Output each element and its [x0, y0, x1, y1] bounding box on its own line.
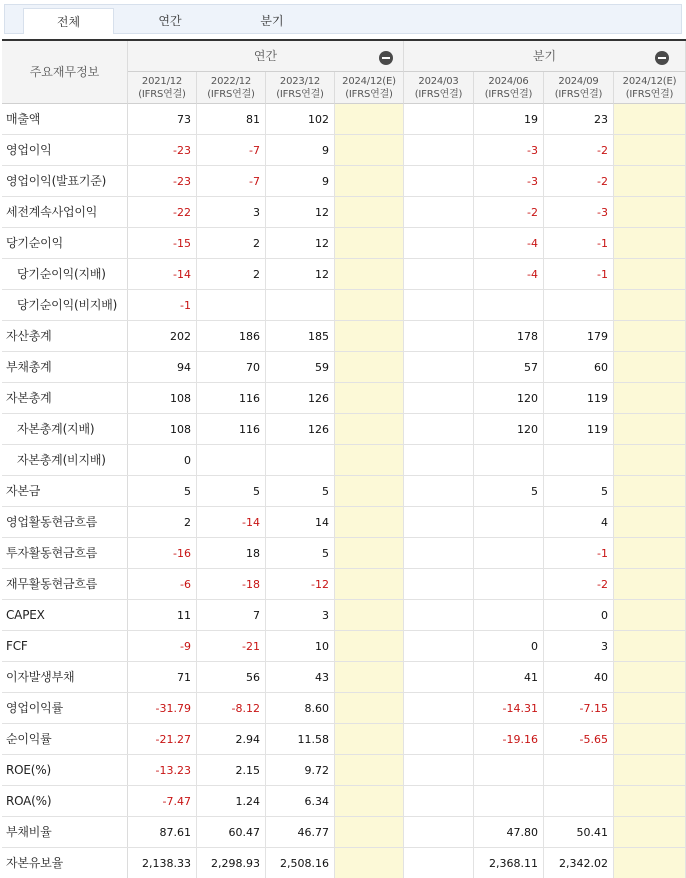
row-label: 세전계속사업이익 [2, 197, 128, 227]
table-row [2, 166, 686, 197]
table-cell [474, 290, 544, 320]
column-basis: (IFRS연결) [554, 89, 603, 100]
table-cell: -3 [544, 197, 614, 227]
table-cell [404, 135, 474, 165]
table-cell: 4 [544, 507, 614, 537]
table-cell: 3 [266, 600, 335, 630]
table-cell: -12 [266, 569, 335, 599]
column-header [404, 72, 474, 104]
table-cell [335, 104, 404, 134]
table-cell [614, 414, 686, 444]
table-cell: 1.24 [197, 786, 266, 816]
table-cell: -8.12 [197, 693, 266, 723]
table-cell [614, 104, 686, 134]
table-row [2, 848, 686, 878]
table-cell [335, 786, 404, 816]
table-cell [335, 445, 404, 475]
table-row [2, 228, 686, 259]
table-cell: 40 [544, 662, 614, 692]
table-cell: 116 [197, 414, 266, 444]
table-cell: 2,298.93 [197, 848, 266, 878]
table-cell [404, 352, 474, 382]
table-cell [614, 321, 686, 351]
column-basis: (IFRS연결) [484, 89, 533, 100]
table-cell [335, 321, 404, 351]
table-cell [404, 383, 474, 413]
table-cell: 2 [128, 507, 197, 537]
table-cell: -1 [544, 538, 614, 568]
table-row [2, 135, 686, 166]
column-basis: (IFRS연결) [138, 89, 186, 100]
column-header [128, 72, 197, 104]
table-cell [335, 724, 404, 754]
table-cell [614, 724, 686, 754]
row-label: 영업이익률 [2, 693, 128, 723]
table-cell [614, 228, 686, 258]
column-basis: (IFRS연결) [414, 89, 463, 100]
row-label: 순이익률 [2, 724, 128, 754]
table-cell [335, 352, 404, 382]
table-cell: -22 [128, 197, 197, 227]
table-cell: -3 [474, 135, 544, 165]
table-cell [335, 662, 404, 692]
table-cell [404, 414, 474, 444]
table-cell: -14.31 [474, 693, 544, 723]
table-cell [474, 507, 544, 537]
table-cell: 0 [544, 600, 614, 630]
table-cell [335, 197, 404, 227]
table-row [2, 352, 686, 383]
table-cell [335, 848, 404, 878]
column-period: 2023/12 [279, 76, 321, 87]
table-cell [614, 817, 686, 847]
row-label: 자본금 [2, 476, 128, 506]
table-cell [335, 569, 404, 599]
table-row [2, 414, 686, 445]
table-cell [614, 755, 686, 785]
table-row [2, 476, 686, 507]
table-cell [404, 445, 474, 475]
tab-bar [4, 4, 682, 34]
table-cell [335, 135, 404, 165]
table-row [2, 693, 686, 724]
column-basis: (IFRS연결) [207, 89, 255, 100]
table-cell: 119 [544, 383, 614, 413]
table-cell: -5.65 [544, 724, 614, 754]
table-cell: 12 [266, 197, 335, 227]
table-cell [614, 135, 686, 165]
table-cell: -1 [544, 259, 614, 289]
table-cell: 2,508.16 [266, 848, 335, 878]
table-cell: -7 [197, 166, 266, 196]
quarter-group-header [404, 41, 686, 72]
table-cell: 2 [197, 259, 266, 289]
row-label: ROE(%) [2, 755, 128, 785]
table-cell: 5 [197, 476, 266, 506]
table-cell: 3 [544, 631, 614, 661]
table-cell: -7 [197, 135, 266, 165]
table-cell: -31.79 [128, 693, 197, 723]
table-cell [614, 538, 686, 568]
table-row [2, 631, 686, 662]
table-cell: -2 [544, 569, 614, 599]
row-label: 자본총계(비지배) [2, 445, 128, 475]
table-cell: -13.23 [128, 755, 197, 785]
column-header [335, 72, 404, 104]
table-cell: 56 [197, 662, 266, 692]
table-cell: 9 [266, 166, 335, 196]
row-label: 당기순이익 [2, 228, 128, 258]
table-row [2, 817, 686, 848]
table-cell: 6.34 [266, 786, 335, 816]
table-cell: 18 [197, 538, 266, 568]
table-cell: 50.41 [544, 817, 614, 847]
table-cell [335, 290, 404, 320]
table-cell [404, 476, 474, 506]
table-cell: -7.15 [544, 693, 614, 723]
table-cell: -18 [197, 569, 266, 599]
table-cell: 2.94 [197, 724, 266, 754]
row-label: 재무활동현금흐름 [2, 569, 128, 599]
table-cell: 46.77 [266, 817, 335, 847]
table-cell [614, 476, 686, 506]
table-cell [474, 786, 544, 816]
table-cell [335, 383, 404, 413]
table-cell [404, 755, 474, 785]
row-label: FCF [2, 631, 128, 661]
table-cell [404, 538, 474, 568]
table-cell: -2 [544, 166, 614, 196]
table-cell: 47.80 [474, 817, 544, 847]
column-basis: (IFRS연결) [276, 89, 324, 100]
table-cell: 5 [128, 476, 197, 506]
table-cell: -21 [197, 631, 266, 661]
table-cell: 126 [266, 414, 335, 444]
table-cell [404, 569, 474, 599]
table-cell: 5 [266, 476, 335, 506]
table-cell: 0 [474, 631, 544, 661]
table-cell [614, 290, 686, 320]
table-cell: 116 [197, 383, 266, 413]
table-row [2, 755, 686, 786]
table-cell: 11.58 [266, 724, 335, 754]
column-period: 2021/12 [141, 76, 183, 87]
table-cell: 10 [266, 631, 335, 661]
table-cell: 12 [266, 259, 335, 289]
table-cell [404, 228, 474, 258]
table-cell [404, 817, 474, 847]
row-label: 영업이익(발표기준) [2, 166, 128, 196]
table-cell: -6 [128, 569, 197, 599]
column-basis: (IFRS연결) [345, 89, 393, 100]
table-cell [614, 848, 686, 878]
table-cell: 60 [544, 352, 614, 382]
table-cell [266, 445, 335, 475]
annual-group-label: 연간 [253, 49, 278, 63]
row-label-header: 주요재무정보 [2, 41, 128, 104]
row-label: 이자발생부채 [2, 662, 128, 692]
table-cell: -1 [128, 290, 197, 320]
table-cell: 5 [544, 476, 614, 506]
table-cell [544, 445, 614, 475]
row-label: 매출액 [2, 104, 128, 134]
table-cell: 108 [128, 414, 197, 444]
column-period: 2024/12(E) [342, 76, 396, 87]
table-cell: 2,368.11 [474, 848, 544, 878]
table-cell [335, 631, 404, 661]
table-cell: 11 [128, 600, 197, 630]
table-cell: 43 [266, 662, 335, 692]
annual-group-header [128, 41, 404, 72]
table-cell [335, 414, 404, 444]
table-cell [474, 600, 544, 630]
row-label: 자산총계 [2, 321, 128, 351]
table-cell: 120 [474, 414, 544, 444]
table-cell [614, 600, 686, 630]
table-cell [614, 569, 686, 599]
table-cell: 178 [474, 321, 544, 351]
table-cell [335, 755, 404, 785]
table-cell: 5 [266, 538, 335, 568]
table-cell: -4 [474, 259, 544, 289]
table-cell [335, 817, 404, 847]
table-row [2, 104, 686, 135]
table-cell: 9 [266, 135, 335, 165]
table-cell: 8.60 [266, 693, 335, 723]
row-label: 부채비율 [2, 817, 128, 847]
table-cell: -23 [128, 135, 197, 165]
table-cell: 179 [544, 321, 614, 351]
table-cell [614, 662, 686, 692]
table-cell [614, 786, 686, 816]
row-label: CAPEX [2, 600, 128, 630]
table-cell: 14 [266, 507, 335, 537]
table-cell [404, 724, 474, 754]
table-cell [335, 507, 404, 537]
tab-all[interactable]: 전체 [23, 8, 114, 34]
table-cell: -2 [474, 197, 544, 227]
table-cell: 81 [197, 104, 266, 134]
table-row [2, 259, 686, 290]
table-row [2, 786, 686, 817]
table-row [2, 507, 686, 538]
table-cell: -14 [197, 507, 266, 537]
table-cell: -21.27 [128, 724, 197, 754]
table-cell [404, 848, 474, 878]
table-cell [474, 755, 544, 785]
table-cell [404, 197, 474, 227]
row-label: 투자활동현금흐름 [2, 538, 128, 568]
table-row [2, 538, 686, 569]
row-label: 당기순이익(비지배) [2, 290, 128, 320]
table-cell [614, 445, 686, 475]
table-cell [474, 445, 544, 475]
table-cell: -1 [544, 228, 614, 258]
table-cell [614, 197, 686, 227]
table-cell: -2 [544, 135, 614, 165]
collapse-quarter-icon[interactable] [655, 51, 669, 65]
table-cell: 73 [128, 104, 197, 134]
table-row [2, 724, 686, 755]
table-cell [614, 259, 686, 289]
table-cell [614, 383, 686, 413]
table-cell: 70 [197, 352, 266, 382]
table-cell: 9.72 [266, 755, 335, 785]
table-row [2, 662, 686, 693]
table-cell: -16 [128, 538, 197, 568]
table-cell: 185 [266, 321, 335, 351]
table-cell: 59 [266, 352, 335, 382]
table-cell: 94 [128, 352, 197, 382]
row-label: 영업활동현금흐름 [2, 507, 128, 537]
table-cell [614, 507, 686, 537]
table-cell [335, 538, 404, 568]
table-cell: -14 [128, 259, 197, 289]
table-cell: 71 [128, 662, 197, 692]
row-label: 부채총계 [2, 352, 128, 382]
table-cell [544, 755, 614, 785]
table-row [2, 321, 686, 352]
column-header [544, 72, 614, 104]
table-cell: 23 [544, 104, 614, 134]
row-label: 당기순이익(지배) [2, 259, 128, 289]
table-cell [335, 259, 404, 289]
table-cell [335, 693, 404, 723]
table-cell [404, 104, 474, 134]
table-cell [404, 693, 474, 723]
table-cell: -15 [128, 228, 197, 258]
table-cell: 57 [474, 352, 544, 382]
column-header [474, 72, 544, 104]
table-cell [266, 290, 335, 320]
column-period: 2024/09 [558, 76, 599, 87]
row-label: 영업이익 [2, 135, 128, 165]
table-cell [335, 228, 404, 258]
table-cell [544, 786, 614, 816]
table-cell [335, 476, 404, 506]
column-period: 2024/03 [418, 76, 459, 87]
table-cell [404, 321, 474, 351]
table-cell: 2 [197, 228, 266, 258]
table-cell: -3 [474, 166, 544, 196]
table-cell: 3 [197, 197, 266, 227]
table-cell: 5 [474, 476, 544, 506]
table-cell [404, 786, 474, 816]
table-cell [404, 290, 474, 320]
table-cell: -4 [474, 228, 544, 258]
table-cell [335, 166, 404, 196]
quarter-group-label: 분기 [532, 49, 557, 63]
row-label: 자본총계 [2, 383, 128, 413]
column-header [266, 72, 335, 104]
table-cell [474, 569, 544, 599]
table-cell [404, 631, 474, 661]
table-cell [335, 600, 404, 630]
table-cell: 12 [266, 228, 335, 258]
table-cell: 87.61 [128, 817, 197, 847]
table-cell: -19.16 [474, 724, 544, 754]
table-cell [614, 352, 686, 382]
collapse-annual-icon[interactable] [379, 51, 393, 65]
table-cell [474, 538, 544, 568]
table-cell: 0 [128, 445, 197, 475]
row-label: 자본총계(지배) [2, 414, 128, 444]
column-header [614, 72, 686, 104]
column-period: 2024/12(E) [622, 76, 677, 87]
table-row [2, 600, 686, 631]
table-cell: 120 [474, 383, 544, 413]
table-row [2, 383, 686, 414]
table-cell: 108 [128, 383, 197, 413]
table-cell: 2.15 [197, 755, 266, 785]
table-row [2, 445, 686, 476]
table-cell [197, 445, 266, 475]
table-cell [197, 290, 266, 320]
table-cell [404, 259, 474, 289]
row-label: ROA(%) [2, 786, 128, 816]
table-cell: 7 [197, 600, 266, 630]
table-cell: -9 [128, 631, 197, 661]
column-basis: (IFRS연결) [625, 89, 674, 100]
column-period: 2024/06 [488, 76, 529, 87]
row-label: 자본유보율 [2, 848, 128, 878]
table-cell [404, 166, 474, 196]
table-cell: -23 [128, 166, 197, 196]
table-cell [614, 693, 686, 723]
table-row [2, 569, 686, 600]
table-cell [404, 507, 474, 537]
table-cell: 102 [266, 104, 335, 134]
table-cell [404, 662, 474, 692]
table-cell [544, 290, 614, 320]
table-cell: 19 [474, 104, 544, 134]
column-period: 2022/12 [210, 76, 252, 87]
table-cell: 119 [544, 414, 614, 444]
table-cell [404, 600, 474, 630]
table-row [2, 197, 686, 228]
table-cell: 2,342.02 [544, 848, 614, 878]
table-cell: 202 [128, 321, 197, 351]
table-cell: -7.47 [128, 786, 197, 816]
table-cell: 41 [474, 662, 544, 692]
table-row [2, 290, 686, 321]
table-cell: 60.47 [197, 817, 266, 847]
table-cell: 186 [197, 321, 266, 351]
table-cell [614, 631, 686, 661]
tab-annual[interactable]: 연간 [158, 14, 182, 28]
tab-quarterly[interactable]: 분기 [260, 14, 284, 28]
column-header [197, 72, 266, 104]
table-cell: 126 [266, 383, 335, 413]
table-cell: 2,138.33 [128, 848, 197, 878]
table-cell [614, 166, 686, 196]
